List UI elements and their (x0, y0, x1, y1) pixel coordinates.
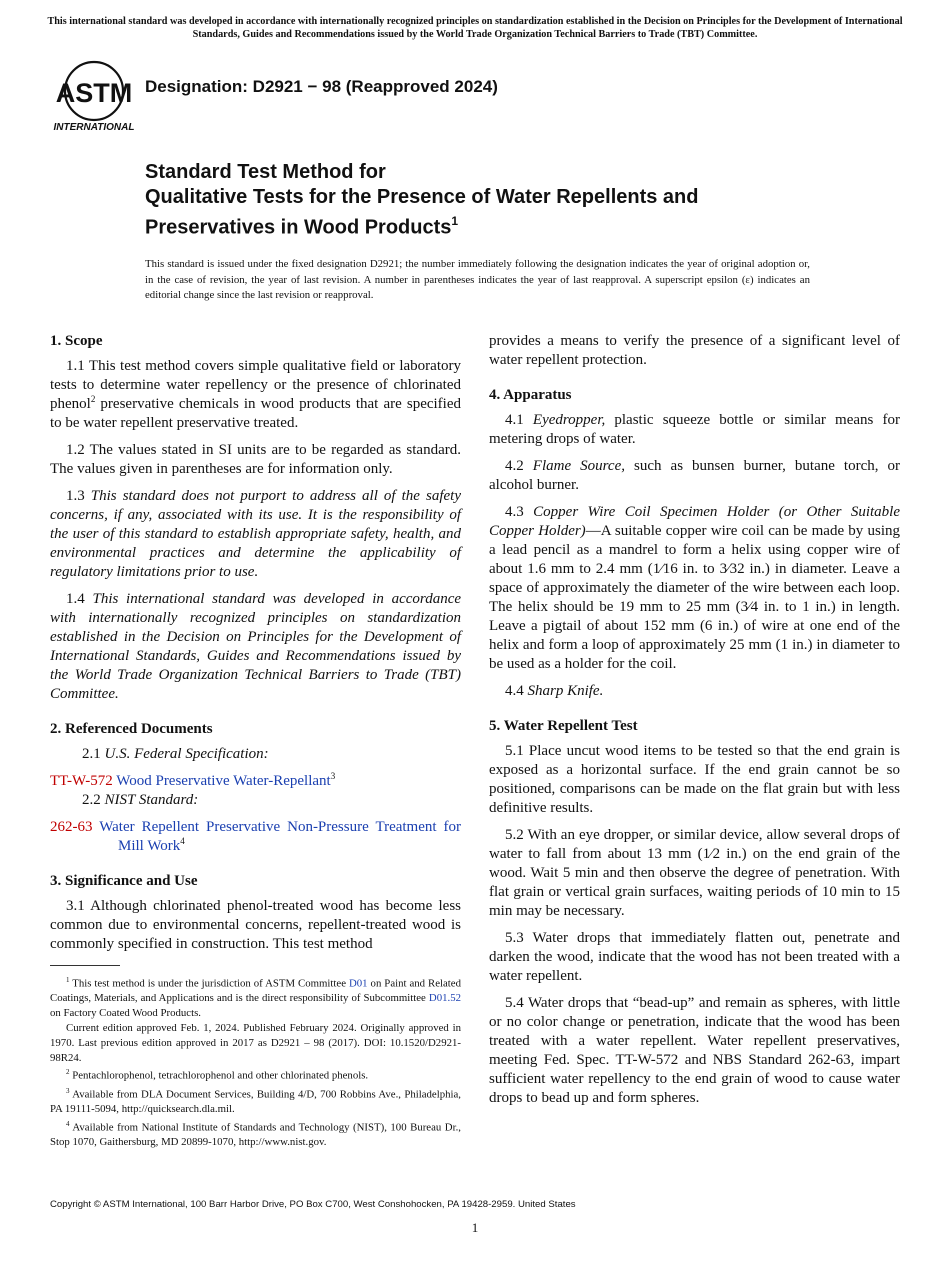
paragraph-4-2: 4.2 Flame Source, such as bunsen burner, butane torch, or alcohol burner. (489, 458, 900, 493)
footnote-1-edition: Current edition approved Feb. 1, 2024. Published February 2024. Originally approved in 1970. Last previous edition approved in 2017 as D2921 – 98 (2017). DOI: 10.1520/D2921-98R24. (50, 1021, 461, 1064)
issuance-statement: This standard is issued under the fixed designation D2921; the number immediately following the designation indicates the year of original adoption or, in the case of revision, the year of last revision. A number in parentheses indicates the year of last reapproval. A superscript epsilon (ε) indicates an editorial change since the last revision or reapproval. (145, 258, 810, 301)
ref-code-262-63[interactable]: 262-63 (50, 819, 93, 835)
paragraph-5-4: 5.4 Water drops that “bead-up” and remain as spheres, with little or no color change or penetration, indicate that the wood has been treated with a water repellent. Water repellent preservatives, meeting Fed. Spec. TT-W-572 and NBS Standard 262-63, impart sufficient water repellency to the end grain of wood to cause water drops to bead up and form spheres. (489, 995, 900, 1106)
paragraph-5-2: 5.2 With an eye dropper, or similar device, allow several drops of water to fall from about 13 mm (1⁄2 in.) on the end grain of the wood. Wait 5 min and then observe the degree of penetration. With flat grain or vertical grain surfaces, waiting periods of 10 min to 15 min may be necessary. (489, 827, 900, 919)
section-heading-referenced: 2. Referenced Documents (50, 721, 213, 737)
footnote-3: $^3$ Available from DLA Document Services, Building 4/D, 700 Robbins Ave., Philadelphia, PA 19111-5094, http://quicksearch.dla.mil. (50, 1086, 461, 1116)
ref-262-63: 262-63 Water Repellent Preservative Non-Pressure Treatment for Mill Work$^4$ (50, 819, 461, 854)
designation: Designation: D2921 − 98 (Reapproved 2024) (145, 77, 498, 96)
paragraph-3-1-continued: provides a means to verify the presence of a significant level of water repellent protection. (489, 333, 900, 368)
section-heading-apparatus: 4. Apparatus (489, 387, 572, 403)
title-line-2: Qualitative Tests for the Presence of Water Repellents and (145, 186, 699, 208)
footnote-2: $^2$ Pentachlorophenol, tetrachlorophenol and other chlorinated phenols. (66, 1068, 369, 1082)
paragraph-5-3: 5.3 Water drops that immediately flatten out, penetrate and darken the wood, indicate that the wood has not been treated with a water repellent. (489, 930, 900, 984)
ref-code-tt-w-572[interactable]: TT-W-572 (50, 773, 113, 789)
astm-international-logo (52, 58, 136, 134)
paragraph-1-1: 1.1 This test method covers simple qualitative field or laboratory tests to determine water repellency or the presence of chlorinated phenol$^2$ preservative chemicals in wood products that are specified to be water repellent preservative treated. (50, 358, 461, 431)
paragraph-4-3: 4.3 Copper Wire Coil Specimen Holder (or Other Suitable Copper Holder)—A suitable copper wire coil can be made by using a lead pencil as a mandrel to form a helix using copper wire of about 1.6 mm to 2.4 mm (1⁄16 in. to 3⁄32 in.) in diameter. Leave a space of approximately the diameter of the wire between each loop. The helix should be 19 mm to 25 mm (3⁄4 in. to 1 in.) in length. Leave a pigtail of about 152 mm (6 in.) of wire at one end of the helix and form a loop of approximately 25 mm (1 in.) in diameter to be used as a holder for the coil. (489, 504, 901, 672)
right-column (489, 332, 900, 1116)
paragraph-1-4: 1.4 This international standard was developed in accordance with internationally recognized principles on standardization established in the Decision on Principles for the Development of International Standards, Guides and Recommendations issued by the World Trade Organization Technical Barriers to Trade (TBT) Committee. (50, 591, 462, 702)
paragraph-4-4: 4.4 Sharp Knife. (505, 683, 604, 699)
ref-link-262-63[interactable]: Water Repellent Preservative Non-Pressure Treatment for Mill Work (99, 819, 461, 854)
paragraph-4-1: 4.1 Eyedropper, plastic squeeze bottle or similar means for metering drops of water. (489, 412, 901, 447)
ref-tt-w-572: TT-W-572 Wood Preservative Water-Repellant$^3$ (50, 771, 336, 789)
ref-2-1-label: 2.1 U.S. Federal Specification: (82, 746, 269, 762)
top-notice: This international standard was developed in accordance with internationally recognized principles on standardization established in the Decision on Principles for the Development of International Standards, Guides and Recommendations issued by the World Trade Organization Technical Barriers to Trade (TBT) Committee. (47, 16, 903, 40)
committee-link-d01[interactable]: D01 (348, 977, 368, 990)
ref-link-tt-w-572[interactable]: Wood Preservative Water-Repellant (116, 773, 331, 789)
document-title (145, 160, 865, 241)
footnote-ref-2[interactable]: 2 (90, 394, 96, 404)
section-heading-water-test: 5. Water Repellent Test (489, 718, 638, 734)
copyright-notice: Copyright © ASTM International, 100 Barr Harbor Drive, PO Box C700, West Conshohocken, PA 19428-2959. United States (50, 1199, 576, 1210)
logo-letters: ASTM (55, 78, 133, 108)
footnote-divider (50, 965, 120, 966)
footnote-4: $^4$ Available from National Institute of Standards and Technology (NIST), 100 Bureau Dr., Stop 1070, Gaithersburg, MD 20899-1070, http://www.nist.gov. (50, 1119, 461, 1149)
paragraph-3-1: 3.1 Although chlorinated phenol-treated wood has become less common due to environmental concerns, repellent-treated wood is commonly specified in construction. This test method (50, 898, 461, 952)
title-line-1: Standard Test Method for (145, 161, 386, 183)
footnotes (50, 973, 461, 1150)
paragraph-5-1: 5.1 Place uncut wood items to be tested so that the end grain is exposed as a horizontal surface. If the end grain cannot be so positioned, comparisons can be made on the flat grain but with less definitive results. (489, 743, 900, 816)
ref-2-2-label: 2.2 NIST Standard: (82, 792, 199, 808)
section-heading-scope: 1. Scope (50, 333, 103, 349)
footnote-1: $^1$ This test method is under the jurisdiction of ASTM Committee D01 on Paint and Related Coatings, Materials, and Applications and is the direct responsibility of Subcommittee D01.52 on Factory Coated Wood Products. (50, 976, 461, 1020)
section-heading-significance: 3. Significance and Use (50, 873, 198, 889)
title-line-3: Preservatives in Wood Products (145, 216, 452, 239)
page-number: 1 (471, 1220, 479, 1235)
title-footnote-mark: 1 (451, 214, 459, 228)
logo-word: INTERNATIONAL (53, 122, 135, 133)
left-column (50, 332, 461, 962)
paragraph-1-3: 1.3 This standard does not purport to address all of the safety concerns, if any, associated with its use. It is the responsibility of the user of this standard to establish appropriate safety, health, and environmental practices and determine the applicability of regulatory limitations prior to use. (50, 488, 461, 580)
subcommittee-link-d01-52[interactable]: D01.52 (428, 992, 461, 1005)
paragraph-1-2: 1.2 The values stated in SI units are to be regarded as standard. The values given in parentheses are for information only. (50, 442, 461, 477)
